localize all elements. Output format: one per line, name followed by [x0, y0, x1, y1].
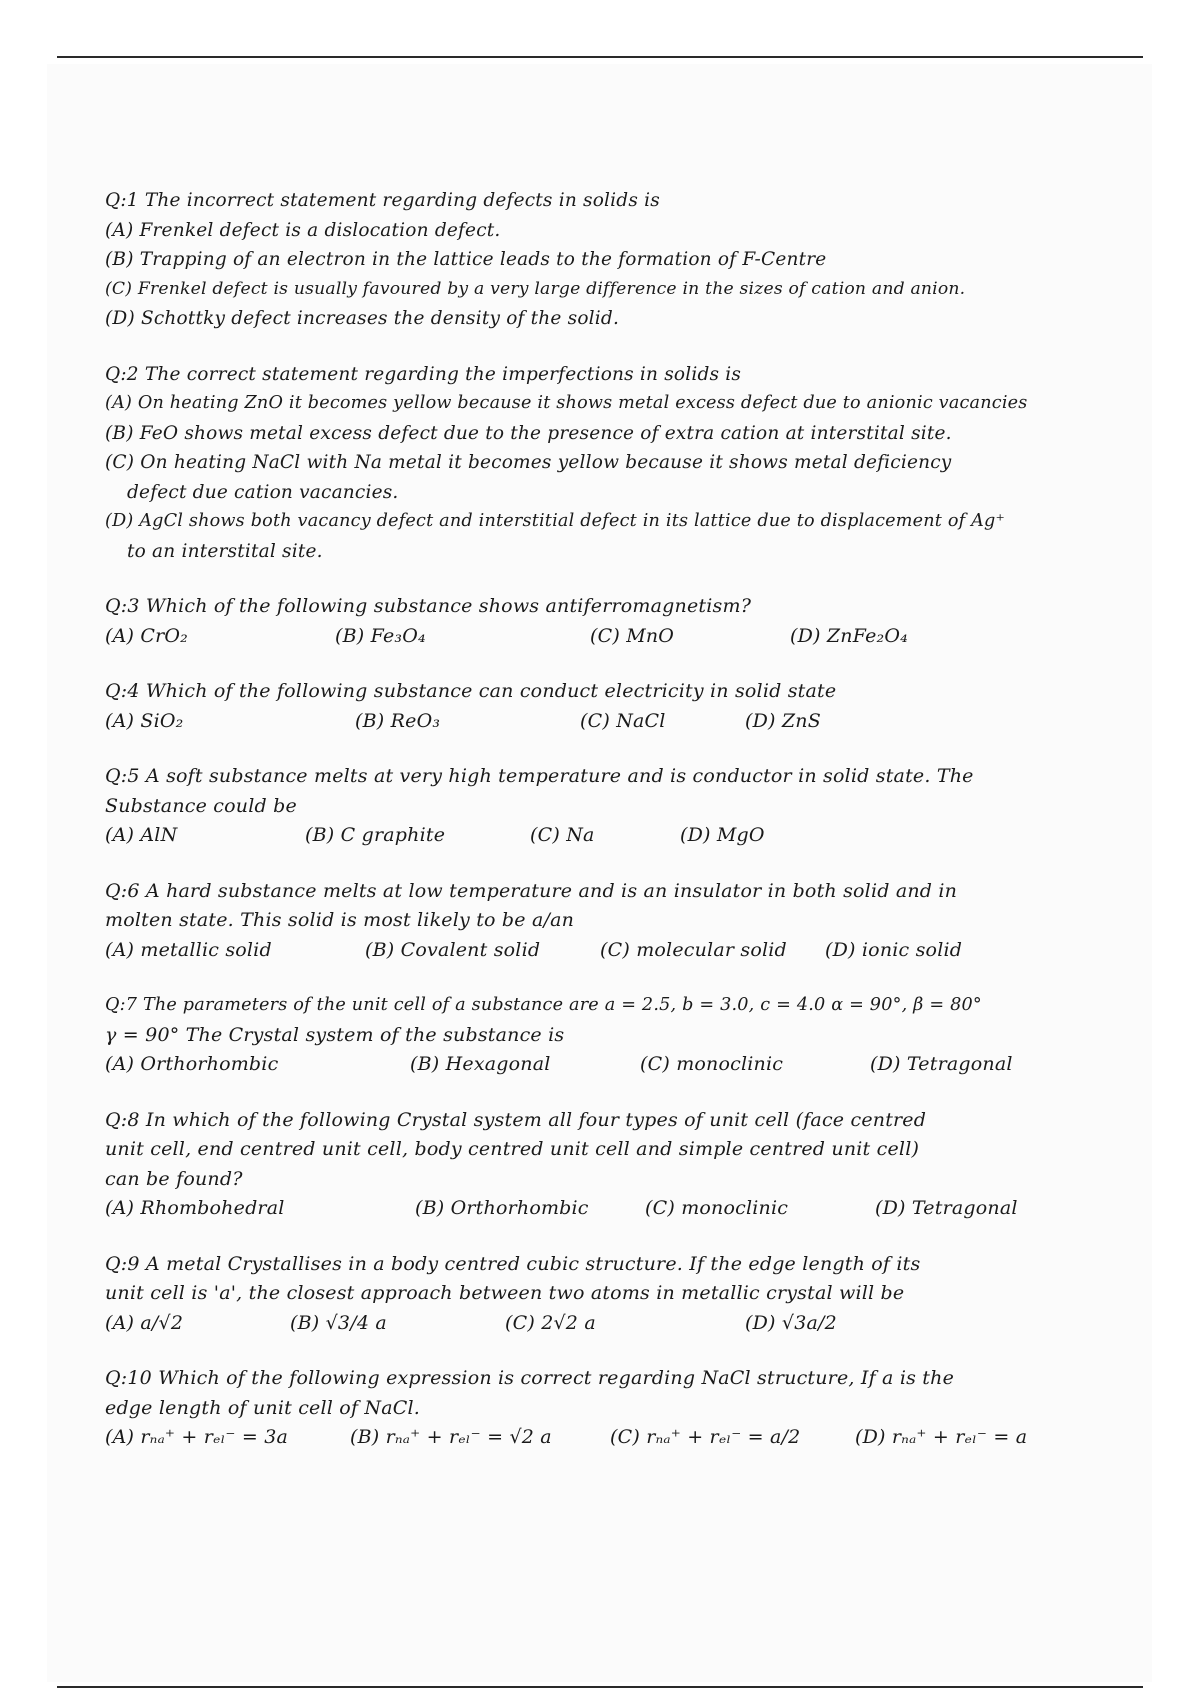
options-row	[105, 707, 1105, 737]
option-b: (B) FeO shows metal excess defect due to the presence of extra cation at interstital site.	[105, 422, 952, 444]
option-c-continued: defect due cation vacancies.	[127, 481, 399, 503]
option-a: (A) Frenkel defect is a dislocation defect.	[105, 219, 501, 241]
question-9	[105, 1250, 1105, 1339]
option-a: (A) Orthorhombic	[105, 1053, 279, 1075]
options-row	[105, 936, 1105, 966]
option-c: (C) molecular solid	[600, 938, 787, 961]
option-a: (A) SiO₂	[105, 709, 184, 732]
question-text-continued: Substance could be	[105, 794, 297, 817]
question-sheet	[105, 186, 1105, 1479]
option-d: (D) ionic solid	[825, 938, 963, 961]
option-b: (B) rₙₐ⁺ + rₑₗ⁻ = √2 a	[350, 1426, 552, 1448]
option-a: (A) Rhombohedral	[105, 1197, 285, 1219]
question-text: Q:1 The incorrect statement regarding defects in solids is	[105, 190, 660, 211]
question-text-continued: γ = 90° The Crystal system of the substance is	[105, 1023, 565, 1046]
options-row	[105, 622, 1105, 652]
option-d: (D) ZnS	[745, 709, 821, 732]
question-text: Q:3 Which of the following substance shows antiferromagnetism?	[105, 595, 752, 617]
options-row	[105, 821, 1105, 851]
option-c: (C) rₙₐ⁺ + rₑₗ⁻ = a/2	[610, 1426, 801, 1448]
question-text: Q:7 The parameters of the unit cell of a substance are a = 2.5, b = 3.0, c = 4.0 α = 90°, β = 80°	[105, 995, 982, 1015]
question-text: Q:4 Which of the following substance can conduct electricity in solid state	[105, 680, 837, 702]
option-d: (D) ZnFe₂O₄	[790, 624, 908, 647]
question-4	[105, 677, 1105, 736]
question-text: Q:2 The correct statement regarding the imperfections in solids is	[105, 363, 742, 385]
option-b: (B) Trapping of an electron in the lattice leads to the formation of F-Centre	[105, 249, 827, 270]
question-text-continued: molten state. This solid is most likely to be a/an	[105, 909, 575, 931]
question-5	[105, 762, 1105, 851]
question-text: Q:9 A metal Crystallises in a body centred cubic structure. If the edge length of its	[105, 1252, 921, 1275]
question-text-continued: edge length of unit cell of NaCl.	[105, 1396, 421, 1419]
option-a: (A) metallic solid	[105, 938, 272, 961]
option-d: (D) Tetragonal	[875, 1197, 1018, 1219]
question-6	[105, 877, 1105, 966]
bottom-rule	[57, 1686, 1143, 1688]
option-b: (B) ReO₃	[355, 709, 441, 732]
option-d: (D) √3a/2	[745, 1311, 837, 1334]
option-d: (D) MgO	[680, 824, 765, 846]
option-d: (D) AgCl shows both vacancy defect and interstitial defect in its lattice due to displacement of Ag⁺	[105, 511, 1005, 531]
question-text: Q:10 Which of the following expression is correct regarding NaCl structure, If a is the	[105, 1367, 955, 1389]
question-text: Q:6 A hard substance melts at low temperature and is an insulator in both solid and in	[105, 879, 958, 902]
question-7	[105, 991, 1105, 1080]
option-c: (C) monoclinic	[645, 1197, 789, 1219]
option-d: (D) Schottky defect increases the density of the solid.	[105, 308, 620, 329]
question-text: Q:5 A soft substance melts at very high temperature and is conductor in solid state. The	[105, 765, 974, 787]
question-10	[105, 1364, 1105, 1453]
option-b: (B) √3/4 a	[290, 1311, 387, 1334]
option-a: (A) rₙₐ⁺ + rₑₗ⁻ = 3a	[105, 1426, 289, 1448]
option-c: (C) On heating NaCl with Na metal it becomes yellow because it shows metal deficiency	[105, 452, 952, 473]
options-row	[105, 1050, 1105, 1080]
option-d: (D) rₙₐ⁺ + rₑₗ⁻ = a	[855, 1426, 1028, 1448]
question-text-continued: can be found?	[105, 1167, 243, 1190]
question-3	[105, 592, 1105, 651]
option-a: (A) On heating ZnO it becomes yellow because it shows metal excess defect due to anionic vacancies	[105, 393, 1028, 413]
options-row	[105, 1194, 1105, 1224]
question-text: Q:8 In which of the following Crystal system all four types of unit cell (face centred	[105, 1108, 927, 1131]
option-c: (C) 2√2 a	[505, 1311, 596, 1334]
option-b: (B) Orthorhombic	[415, 1197, 589, 1219]
option-b: (B) Hexagonal	[410, 1053, 551, 1075]
option-b: (B) Fe₃O₄	[335, 624, 426, 647]
option-a: (A) a/√2	[105, 1311, 184, 1334]
option-a: (A) AlN	[105, 824, 178, 846]
options-row	[105, 1423, 1105, 1453]
option-b: (B) Covalent solid	[365, 938, 541, 961]
option-a: (A) CrO₂	[105, 624, 188, 647]
option-c: (C) NaCl	[580, 709, 666, 732]
question-1	[105, 186, 1105, 334]
option-d: (D) Tetragonal	[870, 1053, 1013, 1075]
options-row	[105, 1309, 1105, 1339]
option-c: (C) monoclinic	[640, 1053, 784, 1075]
question-text-continued: unit cell, end centred unit cell, body centred unit cell and simple centred unit cell)	[105, 1138, 920, 1160]
option-d-continued: to an interstital site.	[127, 540, 323, 562]
option-c: (C) MnO	[590, 624, 675, 647]
question-text-continued: unit cell is 'a', the closest approach between two atoms in metallic crystal will be	[105, 1282, 905, 1304]
option-c: (C) Frenkel defect is usually favoured by a very large difference in the sizes of cation and anion.	[105, 278, 966, 299]
option-c: (C) Na	[530, 824, 595, 846]
top-rule	[57, 56, 1143, 58]
option-b: (B) C graphite	[305, 824, 446, 846]
question-2	[105, 360, 1105, 567]
question-8	[105, 1106, 1105, 1224]
